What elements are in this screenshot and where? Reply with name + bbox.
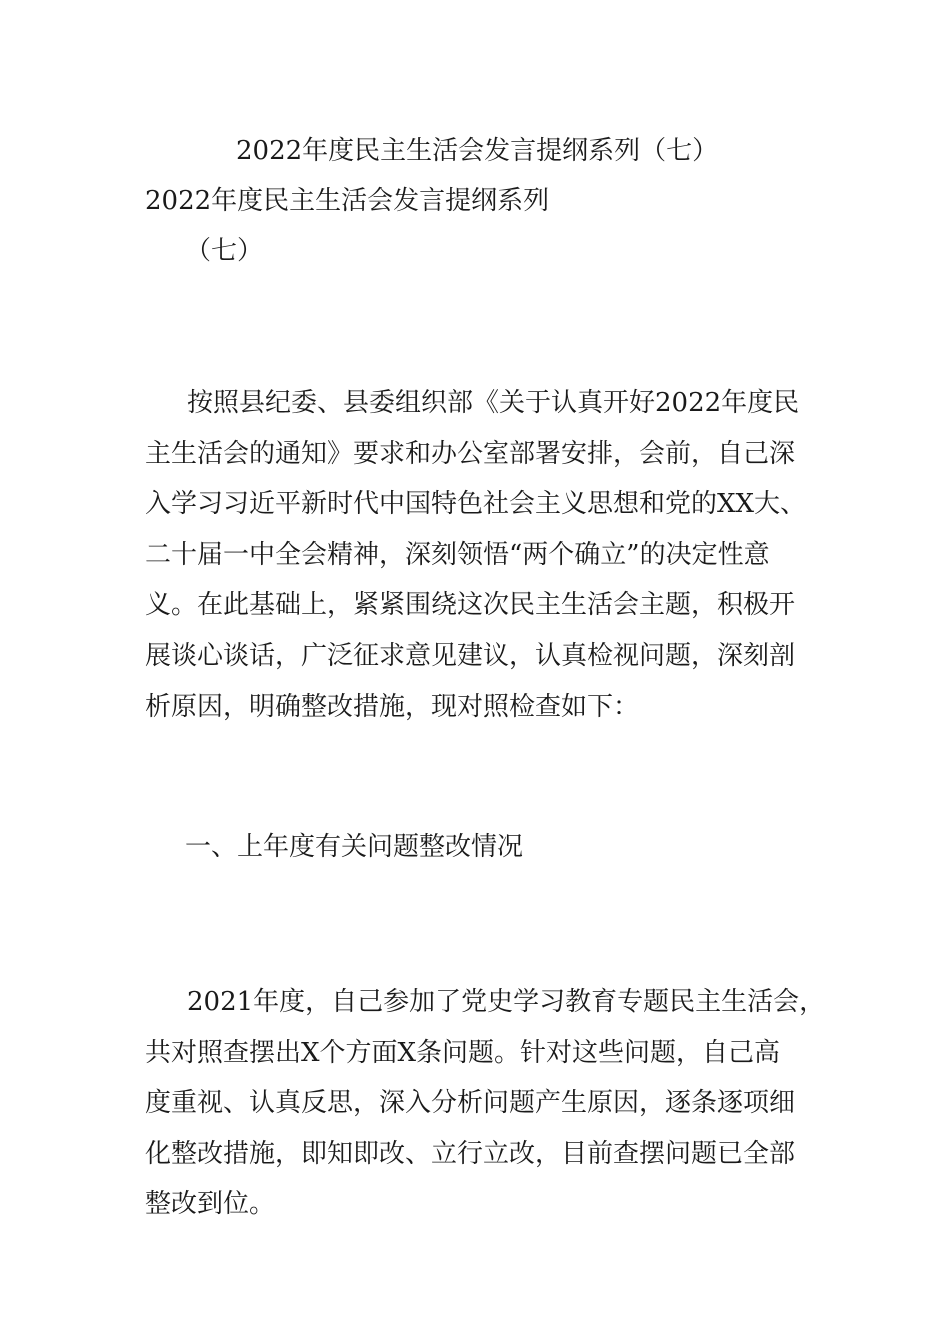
section-paragraph: [145, 977, 826, 1230]
section-heading: 一、上年度有关问题整改情况: [185, 832, 524, 862]
document-title: 2022年度民主生活会发言提纲系列（七）: [236, 136, 719, 166]
section-line: 整改到位。: [145, 1189, 276, 1220]
intro-line: 展谈心谈话，广泛征求意见建议，认真检视问题，深刻剖: [145, 640, 796, 671]
intro-line: 义。在此基础上，紧紧围绕这次民主生活会主题，积极开: [145, 590, 796, 621]
intro-paragraph: [145, 378, 810, 732]
section-line: 化整改措施，即知即改、立行立改，目前查摆问题已全部: [145, 1138, 796, 1169]
intro-line: 析原因，明确整改措施，现对照检查如下：: [145, 691, 640, 722]
section-line: 度重视、认真反思，深入分析问题产生原因，逐条逐项细: [145, 1088, 796, 1119]
intro-line: 二十届一中全会精神，深刻领悟“两个确立”的决定性意: [145, 539, 770, 570]
intro-line: 主生活会的通知》要求和办公室部署安排，会前，自己深: [145, 438, 796, 469]
document-subtitle: 2022年度民主生活会发言提纲系列: [145, 186, 550, 216]
intro-line: 入学习习近平新时代中国特色社会主义思想和党的XX大、: [145, 489, 807, 520]
intro-line: 按照县纪委、县委组织部《关于认真开好2022年度民: [187, 388, 800, 418]
section-line: 2021年度，自己参加了党史学习教育专题民主生活会，: [187, 987, 826, 1017]
section-line: 共对照查摆出X个方面X条问题。针对这些问题，自己高: [145, 1037, 781, 1068]
document-subtitle-suffix: （七）: [185, 236, 264, 266]
